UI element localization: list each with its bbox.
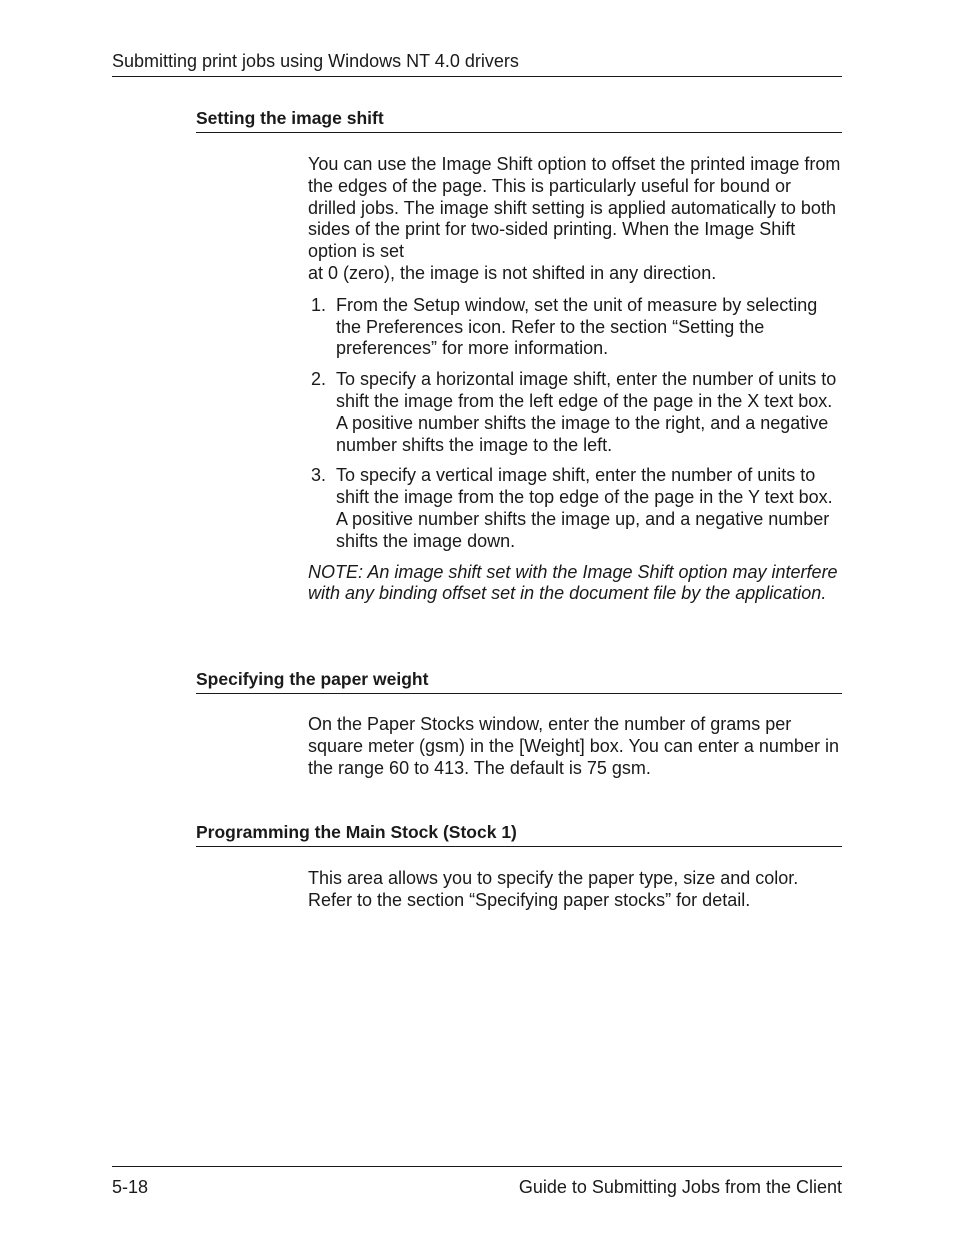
page-number: 5-18 — [112, 1177, 149, 1197]
step-text: From the Setup window, set the unit of measure by selecting the Preferences icon. Refer to the section “Setting the preferences” for more information. — [336, 294, 818, 359]
step-number: 2. — [311, 369, 327, 390]
main-stock-body — [308, 868, 842, 912]
list-item — [308, 369, 842, 456]
running-header: Submitting print jobs using Windows NT 4.0 drivers — [112, 51, 519, 71]
main-stock-text: This area allows you to specify the paper type, size and color. Refer to the section “Specifying paper stocks” for detail. — [308, 868, 799, 910]
section-rule-image-shift — [196, 132, 842, 133]
section-heading-image-shift: Setting the image shift — [196, 108, 384, 128]
step-text: To specify a horizontal image shift, enter the number of units to shift the image from the left edge of the page in the X text box. A positive number shifts the image to the right, and a negative number shifts the image to the left. — [336, 369, 837, 455]
image-shift-note: NOTE: An image shift set with the Image Shift option may interfere with any binding offset set in the document file by the application. — [308, 561, 838, 604]
image-shift-steps — [308, 295, 842, 553]
image-shift-intro-cont: at 0 (zero), the image is not shifted in any direction. — [308, 262, 717, 283]
list-item — [308, 465, 842, 552]
step-text: To specify a vertical image shift, enter the number of units to shift the image from the top edge of the page in the Y text box. A positive number shifts the image up, and a negative number shifts the image down. — [336, 465, 833, 551]
section-rule-main-stock — [196, 846, 842, 847]
header-rule — [112, 76, 842, 77]
section-rule-paper-weight — [196, 693, 842, 694]
paper-weight-text: On the Paper Stocks window, enter the number of grams per square meter (gsm) in the [Weight] box. You can enter a number in the range 60 to 413. The default is 75 gsm. — [308, 714, 839, 778]
image-shift-intro: You can use the Image Shift option to offset the printed image from the edges of the page. This is particularly useful for bound or drilled jobs. The image shift setting is applied automatically to both sides of the print for two-sided printing. When the Image Shift option is set — [308, 154, 841, 262]
step-number: 3. — [311, 465, 327, 486]
paper-weight-body — [308, 714, 842, 779]
section-heading-main-stock: Programming the Main Stock (Stock 1) — [196, 822, 517, 842]
step-number: 1. — [311, 294, 327, 315]
image-shift-body — [308, 154, 842, 605]
footer-rule — [112, 1166, 842, 1167]
footer-book-title: Guide to Submitting Jobs from the Client — [518, 1177, 842, 1197]
section-heading-paper-weight: Specifying the paper weight — [196, 669, 429, 689]
list-item — [308, 295, 842, 360]
